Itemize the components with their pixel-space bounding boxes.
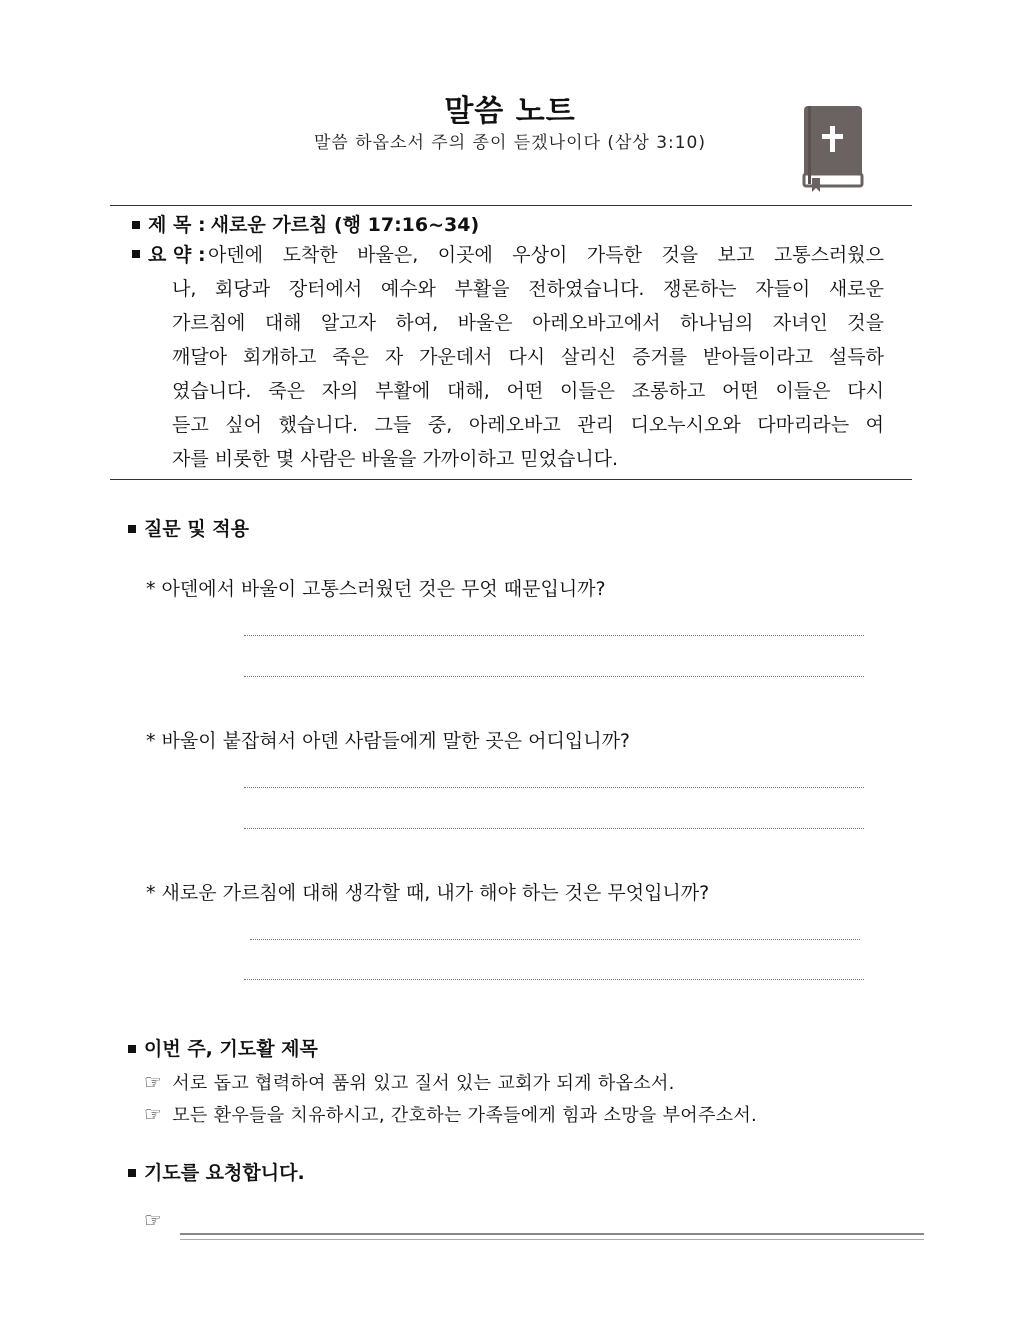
bible-book-icon — [800, 104, 866, 192]
prayer-topics-heading-row — [128, 1034, 318, 1061]
summary-line: 아덴에 도착한 바울은, 이곳에 우상이 가득한 것을 보고 고통스러웠으 — [208, 244, 884, 266]
bullet-icon — [128, 1169, 136, 1177]
pointing-hand-icon: ☞ — [144, 1102, 163, 1126]
summary-line: 자를 비롯한 몇 사람은 바울을 가까이하고 믿었습니다. — [172, 448, 619, 470]
questions-heading-row — [128, 514, 249, 541]
page-title: 말씀 노트 — [444, 94, 576, 129]
prayer-topic-item — [144, 1069, 675, 1095]
summary-line: 가르침에 대해 알고자 하여, 바울은 아레오바고에서 하나님의 자녀인 것을 — [172, 312, 884, 334]
pointing-hand-icon: ☞ — [144, 1070, 163, 1094]
answer-line[interactable] — [244, 787, 864, 788]
prayer-request-heading: 기도를 요청합니다. — [144, 1162, 305, 1184]
answer-line[interactable] — [244, 676, 864, 677]
prayer-topic-item — [144, 1101, 757, 1127]
summary-line: 나, 회당과 장터에서 예수와 부활을 전하였습니다. 쟁론하는 자들이 새로운 — [172, 278, 884, 300]
question-1: * 아덴에서 바울이 고통스러웠던 것은 무엇 때문입니까? — [146, 578, 606, 600]
prayer-topics-heading: 이번 주, 기도활 제목 — [144, 1038, 318, 1060]
bullet-icon — [128, 1045, 136, 1053]
answer-line[interactable] — [244, 828, 864, 829]
pointing-hand-icon: ☞ — [144, 1208, 162, 1232]
summary-label: 요 약 : — [148, 244, 206, 266]
summary-line: 깨달아 회개하고 죽은 자 가운데서 다시 살리신 증거를 받아들이라고 설득하 — [172, 346, 884, 368]
question-3: * 새로운 가르침에 대해 생각할 때, 내가 해야 하는 것은 무엇입니까? — [146, 882, 710, 904]
summary-line: 였습니다. 죽은 자의 부활에 대해, 어떤 이들은 조롱하고 어떤 이들은 다시 — [172, 380, 884, 402]
top-divider — [110, 205, 912, 206]
answer-line[interactable] — [244, 635, 864, 636]
page-subtitle: 말씀 하옵소서 주의 종이 듣겠나이다 (삼상 3:10) — [313, 133, 707, 153]
prayer-request-pointer — [144, 1208, 172, 1232]
bullet-icon — [128, 525, 136, 533]
sermon-title-value: 새로운 가르침 (행 17:16~34) — [210, 214, 480, 236]
answer-line[interactable] — [250, 939, 860, 940]
sermon-title-label: 제 목 : — [148, 214, 206, 236]
bullet-icon — [132, 221, 140, 229]
summary-line: 듣고 싶어 했습니다. 그들 중, 아레오바고 관리 디오누시오와 다마리라는 여 — [172, 414, 884, 436]
answer-line[interactable] — [244, 979, 864, 980]
question-2: * 바울이 붙잡혀서 아덴 사람들에게 말한 곳은 어디입니까? — [146, 730, 631, 752]
prayer-topic-text: 서로 돕고 협력하여 품위 있고 질서 있는 교회가 되게 하옵소서. — [172, 1073, 675, 1094]
prayer-topic-text: 모든 환우들을 치유하시고, 간호하는 가족들에게 힘과 소망을 부어주소서. — [172, 1105, 758, 1126]
summary-divider — [110, 479, 912, 480]
bullet-icon — [132, 250, 140, 258]
summary-body — [172, 238, 884, 476]
prayer-request-heading-row — [128, 1158, 305, 1185]
questions-heading: 질문 및 적용 — [144, 518, 249, 540]
sermon-title-row — [132, 210, 479, 237]
prayer-request-line[interactable] — [180, 1233, 924, 1240]
